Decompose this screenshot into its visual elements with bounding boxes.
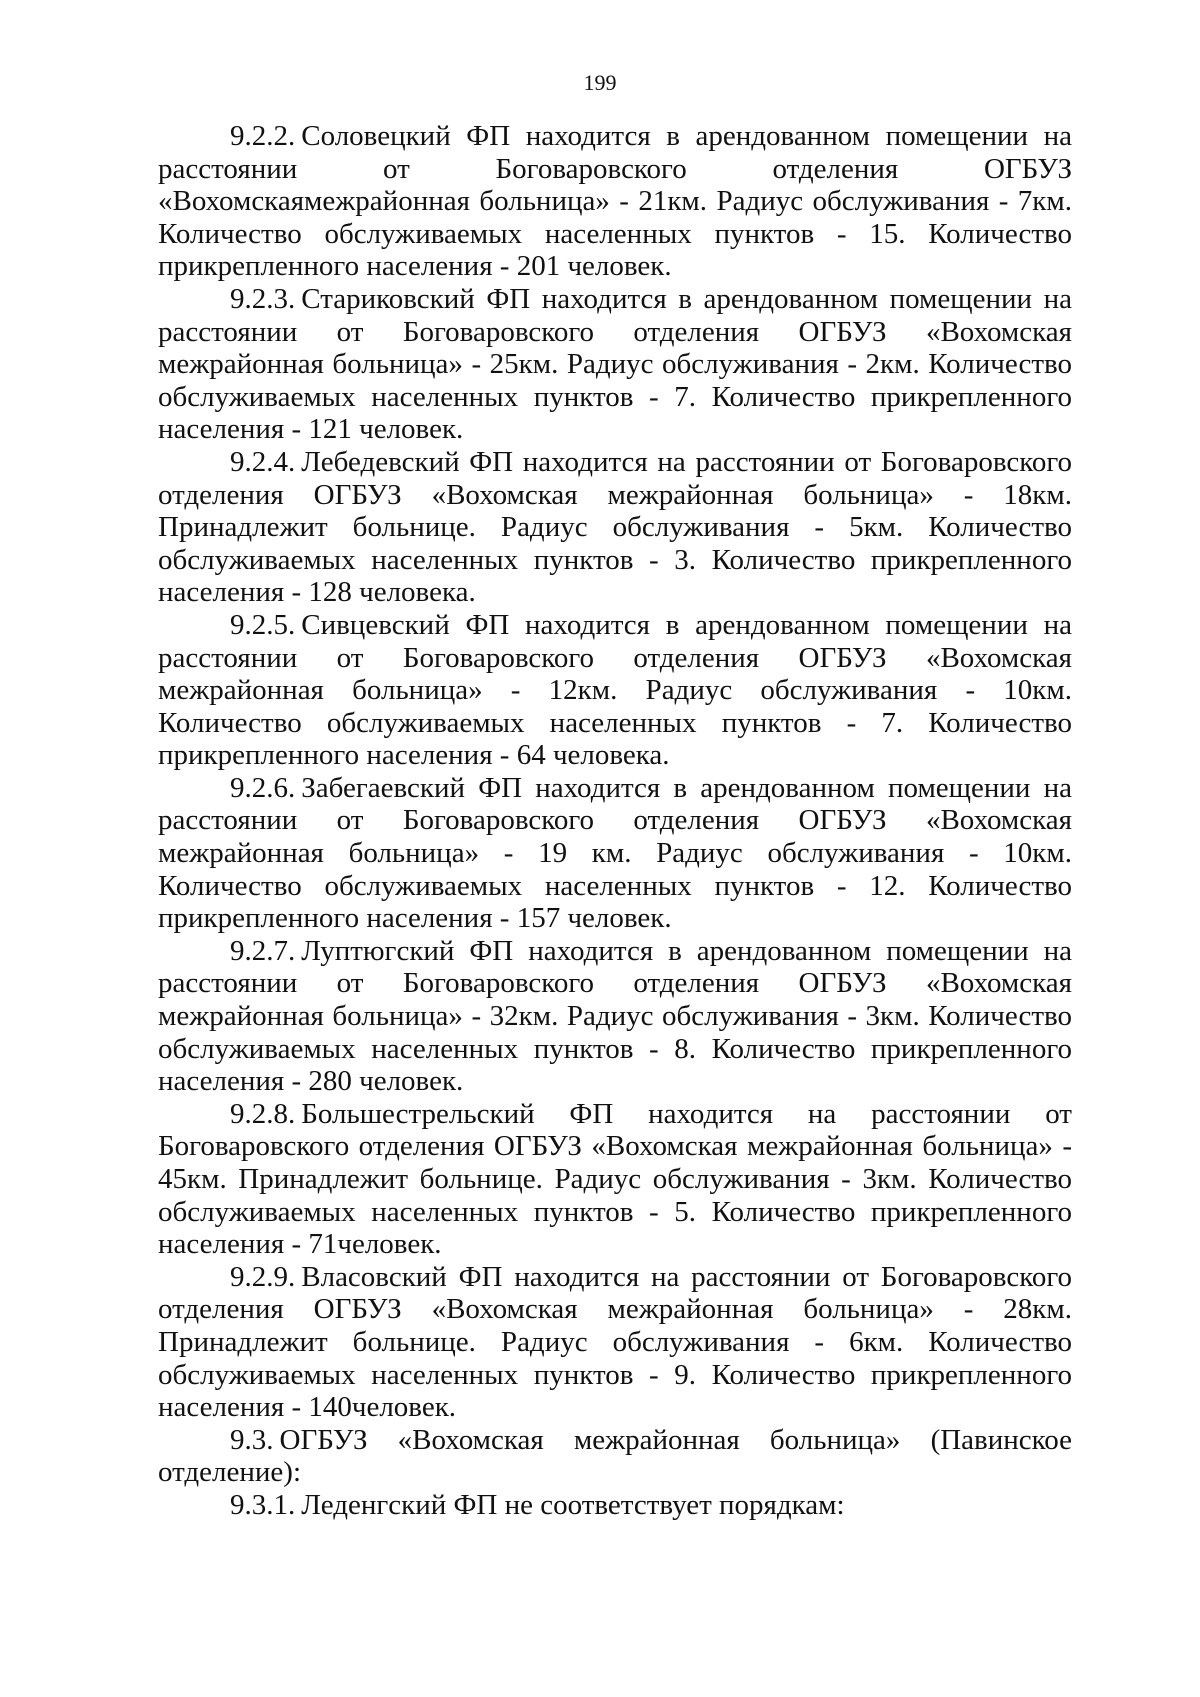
- paragraph-text: Леденгский ФП не соответствует порядкам:: [301, 1488, 845, 1521]
- paragraph-text: Соловецкий ФП находится в арендованном помещении на расстоянии от Боговаровского отделения ОГБУЗ «Вохомскаямежрайонная больница» - 21км. Радиус обслуживания - 7км. Количество обслуживаемых населенных пунктов - 15. Количество прикрепленного населения - 201 человек.: [158, 120, 1072, 283]
- paragraph-9-2-3: [158, 283, 1072, 446]
- paragraph-9-2-8: [158, 1098, 1072, 1261]
- paragraph-9-2-6: [158, 772, 1072, 935]
- document-body: [158, 120, 1072, 1522]
- paragraph-9-3: [158, 1424, 1072, 1489]
- page-number: 199: [583, 70, 617, 95]
- paragraph-number: 9.2.3.: [230, 282, 296, 315]
- paragraph-text: ОГБУЗ «Вохомская межрайонная больница» (Павинское отделение):: [158, 1423, 1072, 1489]
- paragraph-9-2-4: [158, 446, 1072, 609]
- paragraph-number: 9.2.8.: [230, 1097, 296, 1130]
- paragraph-text: Луптюгский ФП находится в арендованном помещении на расстоянии от Боговаровского отделения ОГБУЗ «Вохомская межрайонная больница» - 32км. Радиус обслуживания - 3км. Количество обслуживаемых населенных пунктов - 8. Количество прикрепленного населения - 280 человек.: [158, 934, 1072, 1098]
- paragraph-number: 9.2.5.: [230, 608, 296, 641]
- paragraph-9-2-9: [158, 1261, 1072, 1424]
- paragraph-9-2-2: [158, 120, 1072, 283]
- paragraph-text: Стариковский ФП находится в арендованном помещении на расстоянии от Боговаровского отделения ОГБУЗ «Вохомская межрайонная больница» - 25км. Радиус обслуживания - 2км. Количество обслуживаемых населенных пунктов - 7. Количество прикрепленного населения - 121 человек.: [158, 282, 1072, 446]
- paragraph-text: Большестрельский ФП находится на расстоянии от Боговаровского отделения ОГБУЗ «Вохомская межрайонная больница» - 45км. Принадлежит больнице. Радиус обслуживания - 3км. Количество обслуживаемых населенных пунктов - 5. Количество прикрепленного населения - 71человек.: [158, 1097, 1072, 1261]
- paragraph-text: Сивцевский ФП находится в арендованном помещении на расстоянии от Боговаровского отделения ОГБУЗ «Вохомская межрайонная больница» - 12км. Радиус обслуживания - 10км. Количество обслуживаемых населенных пунктов - 7. Количество прикрепленного населения - 64 человека.: [158, 608, 1072, 772]
- paragraph-9-2-5: [158, 609, 1072, 772]
- paragraph-number: 9.3.1.: [230, 1488, 296, 1521]
- paragraph-number: 9.3.: [230, 1423, 274, 1456]
- paragraph-number: 9.2.6.: [230, 771, 296, 804]
- paragraph-9-3-1: [158, 1489, 1072, 1522]
- paragraph-number: 9.2.7.: [230, 934, 296, 967]
- paragraph-9-2-7: [158, 935, 1072, 1098]
- paragraph-number: 9.2.2.: [230, 120, 296, 152]
- paragraph-number: 9.2.9.: [230, 1260, 296, 1293]
- paragraph-text: Лебедевский ФП находится на расстоянии от Боговаровского отделения ОГБУЗ «Вохомская межрайонная больница» - 18км. Принадлежит больнице. Радиус обслуживания - 5км. Количество обслуживаемых населенных пунктов - 3. Количество прикрепленного населения - 128 человека.: [158, 445, 1072, 609]
- paragraph-text: Забегаевский ФП находится в арендованном помещении на расстоянии от Боговаровского отделения ОГБУЗ «Вохомская межрайонная больница» - 19 км. Радиус обслуживания - 10км. Количество обслуживаемых населенных пунктов - 12. Количество прикрепленного населения - 157 человек.: [158, 771, 1072, 935]
- paragraph-text: Власовский ФП находится на расстоянии от Боговаровского отделения ОГБУЗ «Вохомская межрайонная больница» - 28км. Принадлежит больнице. Радиус обслуживания - 6км. Количество обслуживаемых населенных пунктов - 9. Количество прикрепленного населения - 140человек.: [158, 1260, 1072, 1424]
- paragraph-number: 9.2.4.: [230, 445, 296, 478]
